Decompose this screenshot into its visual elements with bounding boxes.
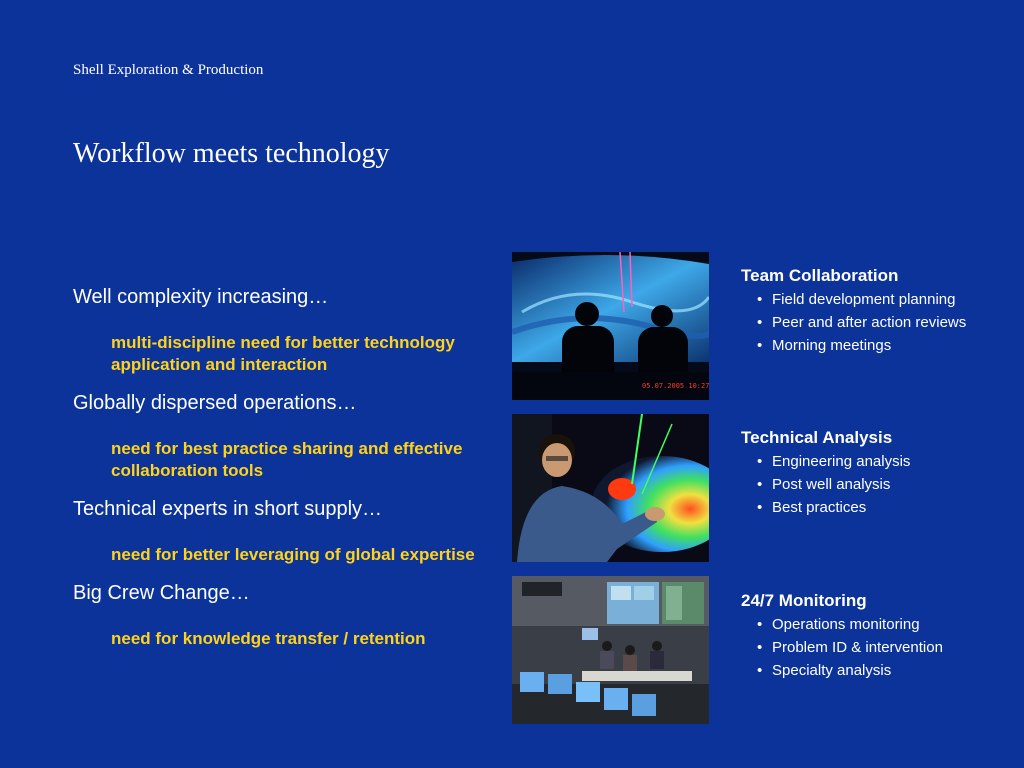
bullet-icon: • bbox=[757, 314, 763, 331]
challenge-headline: Well complexity increasing… bbox=[73, 286, 329, 308]
section-technical-analysis bbox=[741, 427, 1011, 521]
section-list bbox=[741, 452, 1011, 518]
list-item-label: Operations monitoring bbox=[772, 616, 920, 633]
list-item-label: Problem ID & intervention bbox=[772, 639, 943, 656]
list-item bbox=[741, 661, 1011, 681]
section-team-collaboration bbox=[741, 265, 1011, 359]
photo-timestamp: 05.07.2005 10:27 bbox=[642, 382, 709, 390]
section-title: Team Collaboration bbox=[741, 266, 899, 285]
list-item-label: Peer and after action reviews bbox=[772, 314, 967, 331]
section-list bbox=[741, 290, 1011, 356]
challenge-item bbox=[73, 390, 493, 482]
bullet-icon: • bbox=[757, 291, 763, 308]
list-item-label: Post well analysis bbox=[772, 476, 891, 493]
bullet-icon: • bbox=[757, 453, 763, 470]
challenge-item bbox=[73, 284, 493, 376]
list-item bbox=[741, 615, 1011, 635]
list-item-label: Specialty analysis bbox=[772, 662, 892, 679]
bullet-icon: • bbox=[757, 639, 763, 656]
section-list bbox=[741, 615, 1011, 681]
challenge-headline: Globally dispersed operations… bbox=[73, 392, 357, 414]
list-item-label: Best practices bbox=[772, 499, 867, 516]
section-title: 24/7 Monitoring bbox=[741, 591, 867, 610]
challenge-need: need for best practice sharing and effective collaboration tools bbox=[111, 439, 463, 480]
section-monitoring bbox=[741, 590, 1011, 684]
list-item-label: Engineering analysis bbox=[772, 453, 911, 470]
list-item bbox=[741, 638, 1011, 658]
challenge-need: multi-discipline need for better technology application and interaction bbox=[111, 333, 455, 374]
bullet-icon: • bbox=[757, 662, 763, 679]
list-item-label: Morning meetings bbox=[772, 337, 892, 354]
collaboration-photo bbox=[512, 252, 709, 400]
list-item bbox=[741, 475, 1011, 495]
list-item bbox=[741, 452, 1011, 472]
list-item bbox=[741, 290, 1011, 310]
section-title: Technical Analysis bbox=[741, 428, 893, 447]
bullet-icon: • bbox=[757, 616, 763, 633]
company-name: Shell Exploration & Production bbox=[73, 62, 264, 78]
challenge-item bbox=[73, 580, 493, 650]
analysis-photo bbox=[512, 414, 709, 562]
challenge-headline: Big Crew Change… bbox=[73, 582, 250, 604]
list-item bbox=[741, 336, 1011, 356]
challenge-need: need for knowledge transfer / retention bbox=[111, 629, 426, 648]
list-item-label: Field development planning bbox=[772, 291, 956, 308]
list-item bbox=[741, 498, 1011, 518]
bullet-icon: • bbox=[757, 499, 763, 516]
challenges-list bbox=[73, 284, 493, 664]
bullet-icon: • bbox=[757, 476, 763, 493]
challenge-headline: Technical experts in short supply… bbox=[73, 498, 383, 520]
monitoring-photo bbox=[512, 576, 709, 724]
challenge-need: need for better leveraging of global expertise bbox=[111, 545, 475, 564]
slide-title: Workflow meets technology bbox=[73, 138, 390, 169]
list-item bbox=[741, 313, 1011, 333]
challenge-item bbox=[73, 496, 493, 566]
bullet-icon: • bbox=[757, 337, 763, 354]
